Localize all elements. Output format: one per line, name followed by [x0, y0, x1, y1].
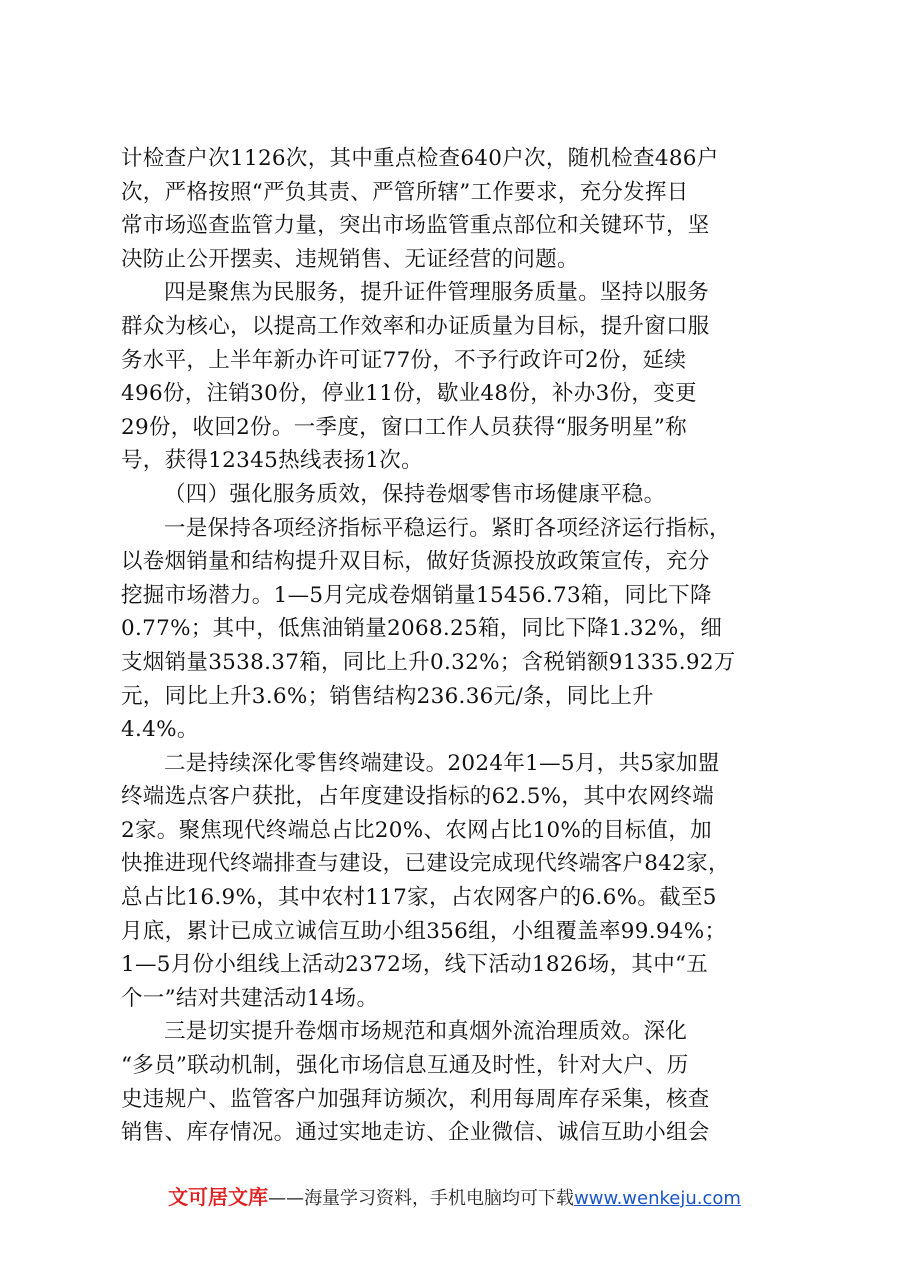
text-line: 29份，收回2份。一季度，窗口工作人员获得“服务明星”称	[121, 414, 687, 440]
text-line: 快推进现代终端排查与建设，已建设完成现代终端客户842家，	[121, 851, 730, 877]
text-line: 0.77%；其中，低焦油销量2068.25箱，同比下降1.32%，细	[121, 616, 723, 642]
text-line: 群众为核心，以提高工作效率和办证质量为目标，提升窗口服	[121, 313, 710, 339]
text-line: 次，严格按照“严负其责、严管所辖”工作要求，充分发挥日	[121, 179, 689, 205]
section-heading: （四）强化服务质效，保持卷烟零售市场健康平稳。	[164, 481, 666, 507]
text-line: 以卷烟销量和结构提升双目标，做好货源投放政策宣传，充分	[121, 549, 710, 575]
text-line: 月底，累计已成立诚信互助小组356组，小组覆盖率99.94%；	[121, 918, 727, 944]
text-line: 计检查户次1126次，其中重点检查640户次，随机检查486户	[121, 146, 719, 171]
text-line: 常市场巡查监管力量，突出市场监管重点部位和关键环节，坚	[121, 213, 710, 239]
text-line: 决防止公开摆卖、违规销售、无证经营的问题。	[121, 246, 579, 272]
text-line: 4.4%。	[121, 717, 199, 743]
text-line: 挖掘市场潜力。1—5月完成卷烟销量15456.73箱，同比下降	[121, 582, 712, 608]
text-line: 总占比16.9%，其中农村117家，占农网客户的6.6%。截至5	[121, 885, 717, 911]
text-line: 史违规户、监管客户加强拜访频次，利用每周库存采集，核查	[121, 1086, 710, 1112]
paragraph-first-line: 二是持续深化零售终端建设。2024年1—5月，共5家加盟	[164, 750, 720, 776]
text-line: 2家。聚焦现代终端总占比20%、农网占比10%的目标值，加	[121, 817, 712, 843]
text-line: 号，获得12345热线表扬1次。	[121, 448, 423, 474]
site-link[interactable]: www.wenkeju.com	[574, 1188, 741, 1209]
text-line: 支烟销量3538.37箱，同比上升0.32%；含税销额91335.92万	[121, 649, 736, 675]
text-line: 终端选点客户获批，占年度建设指标的62.5%，其中农网终端	[121, 784, 715, 810]
text-line: 务水平，上半年新办许可证77份，不予行政许可2份，延续	[121, 347, 687, 373]
text-line: 个一”结对共建活动14场。	[121, 985, 379, 1011]
brand-name: 文可居文库	[168, 1185, 269, 1209]
text-line: 1—5月份小组线上活动2372场，线下活动1826场，其中“五	[121, 952, 709, 978]
text-line: 496份，注销30份，停业11份，歇业48份，补办3份，变更	[121, 381, 697, 407]
document-body	[121, 142, 797, 1150]
paragraph-first-line: 四是聚焦为民服务，提升证件管理服务质量。坚持以服务	[164, 280, 710, 306]
paragraph-first-line: 一是保持各项经济指标平稳运行。紧盯各项经济运行指标，	[164, 515, 731, 541]
text-line: 元，同比上升3.6%；销售结构236.36元/条，同比上升	[121, 683, 654, 709]
text-line: “多员”联动机制，强化市场信息互通及时性，针对大户、历	[121, 1053, 689, 1079]
footer-banner	[0, 1181, 909, 1210]
paragraph-first-line: 三是切实提升卷烟市场规范和真烟外流治理质效。深化	[164, 1019, 688, 1045]
footer-tagline: ——海量学习资料，手机电脑均可下载	[268, 1188, 575, 1209]
text-line: 销售、库存情况。通过实地走访、企业微信、诚信互助小组会	[121, 1120, 710, 1146]
